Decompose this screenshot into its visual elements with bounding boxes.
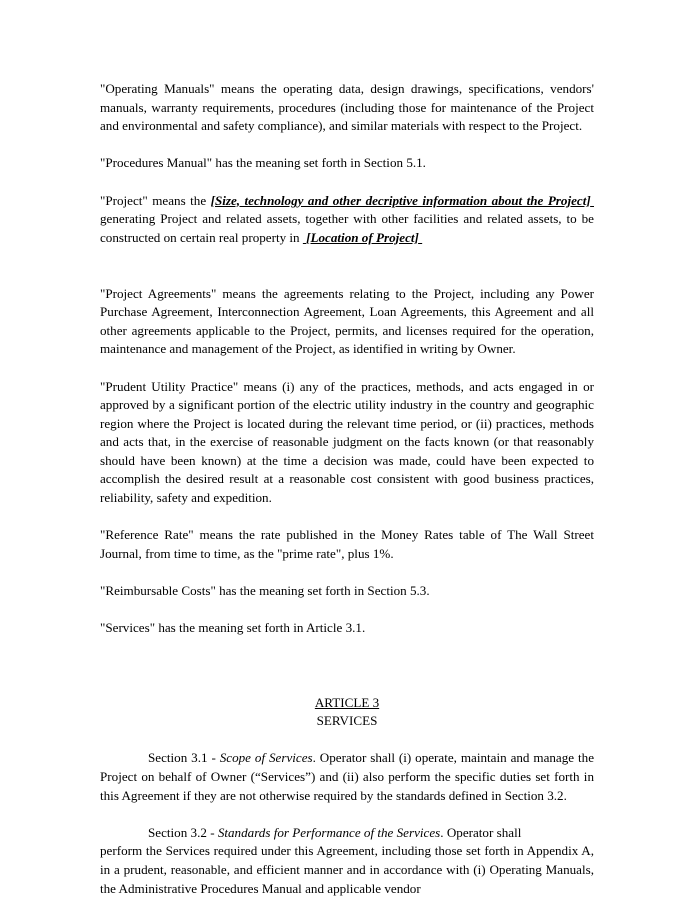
- heading-spacer: [100, 638, 594, 694]
- article-heading-text: ARTICLE 3: [314, 694, 380, 710]
- paragraph-spacer: [100, 805, 594, 824]
- paragraph-spacer: [100, 508, 594, 527]
- definition-project-lead: "Project" means the: [100, 192, 211, 208]
- section-3-1-title: Scope of Services: [219, 750, 313, 766]
- section-3-1-body: . Operator shall (i) operate, maintain and manage the Project on behalf of Owner (“Services”) and (ii) also perform the specific duties set forth in this Agreement if they are not otherwise required by the standards defined in Section 3.2.: [100, 750, 595, 803]
- definition-operating-manuals: "Operating Manuals" means the operating data, design drawings, specifications, vendors' manuals, warranty requirements, procedures (including those for maintenance of the Project and environmental and safety compliance), and similar materials with respect to the Project.: [100, 81, 594, 134]
- paragraph-spacer: [100, 247, 594, 284]
- paragraph-spacer: [100, 136, 594, 155]
- definition-reference-rate: "Reference Rate" means the rate published in the Money Rates table of The Wall Street Journal, from time to time, as the "prime rate", plus 1%.: [100, 527, 594, 561]
- paragraph-spacer: [100, 173, 594, 192]
- definition-project-agreements: "Project Agreements" means the agreements relating to the Project, including any Power Purchase Agreement, Interconnection Agreement, Loan Agreements, this Agreement and all other agreements applicable to the Project, permits, and licenses required for the operation, maintenance and management of the Project, as identified in writing by Owner.: [100, 285, 594, 357]
- definition-procedures-manual: "Procedures Manual" has the meaning set forth in Section 5.1.: [100, 155, 426, 171]
- section-3-2-title: Standards for Performance of the Services: [217, 824, 441, 840]
- definition-prudent-utility-practice: "Prudent Utility Practice" means (i) any of the practices, methods, and acts engaged in or approved by a significant portion of the electric utility industry in the country and geographic region where the Project is located during the relevant time period, or (ii) practices, methods and acts that, in the exercise of reasonable judgment on the facts known (or that reasonably should have been known) at the time a decision was made, could have been expected to accomplish the desired result at a reasonable cost consistent with good business practices, reliability, safety and expedition.: [100, 378, 594, 506]
- placeholder-trailing-space-2: [419, 230, 422, 245]
- section-3-2: [100, 824, 594, 898]
- definition-reimbursable-costs: "Reimbursable Costs" has the meaning set forth in Section 5.3.: [100, 583, 430, 599]
- paragraph-spacer: [100, 731, 594, 750]
- definition-project-mid: generating Project and related assets, together with other facilities and related assets, to be constructed on certain real property in: [100, 211, 594, 245]
- placeholder-project-description: [Size, technology and other decriptive information about the Project]: [210, 192, 591, 208]
- definition-project: [100, 192, 594, 248]
- section-3-2-number: Section 3.2 -: [148, 824, 218, 840]
- article-heading: [100, 694, 594, 731]
- paragraph-spacer: [100, 563, 594, 582]
- section-3-2-first-line: [100, 824, 594, 843]
- definition-services: "Services" has the meaning set forth in Article 3.1.: [100, 620, 366, 636]
- document-body: [100, 80, 594, 898]
- section-3-1-number: Section 3.1 -: [148, 750, 220, 766]
- paragraph-spacer: [100, 601, 594, 620]
- placeholder-project-location: [Location of Project]: [306, 229, 419, 245]
- section-3-1: [100, 749, 594, 805]
- article-heading-number: [100, 694, 594, 713]
- paragraph-spacer: [100, 359, 594, 378]
- section-3-2-intro-tail: . Operator shall: [440, 824, 522, 840]
- article-heading-subject: SERVICES: [316, 713, 378, 729]
- section-3-2-body: perform the Services required under this Agreement, including those set forth in Appendix A, in a prudent, reasonable, and efficient manner and in accordance with (i) Operating Manuals, the Administrative Procedures Manual and applicable vendor: [100, 843, 594, 896]
- placeholder-trailing-space-1: [591, 193, 594, 208]
